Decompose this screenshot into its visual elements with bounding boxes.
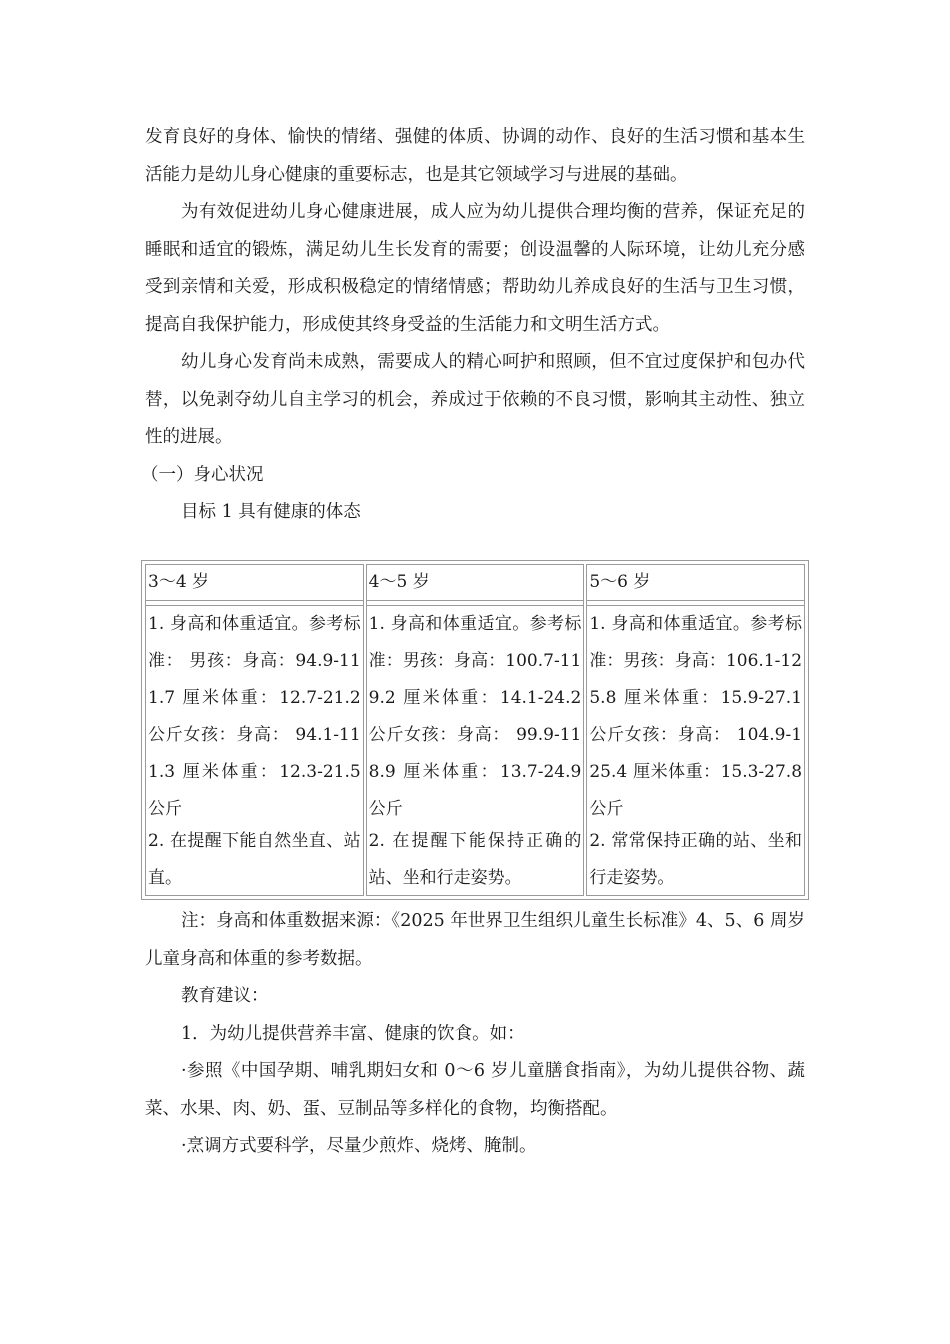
paragraph-3: 幼儿身心发育尚未成熟，需要成人的精心呵护和照顾，但不宜过度保护和包办代替，以免剥夺幼儿自主学习的机会，养成过于依赖的不良习惯，影响其主动性、独立性的进展。 <box>145 352 805 447</box>
table-cell-item2: 2. 在提醒下能保持正确的站、坐和行走姿势。 <box>368 830 582 888</box>
table-column-4-5 <box>366 564 585 896</box>
goal-heading: 目标 1 具有健康的体态 <box>181 502 361 522</box>
table-note: 注：身高和体重数据来源：《2025 年世界卫生组织儿童生长标准》4、5、6 周岁儿童身高和体重的参考数据。 <box>145 911 805 969</box>
goal-table <box>141 560 809 900</box>
paragraph-2: 为有效促进幼儿身心健康进展，成人应为幼儿提供合理均衡的营养，保证充足的睡眠和适宜的锻炼，满足幼儿生长发育的需要；创设温馨的人际环境，让幼儿充分感受到亲情和关爱，形成积极稳定的情绪情感；帮助幼儿养成良好的生活与卫生习惯，提高自我保护能力，形成使其终身受益的生活能力和文明生活方式。 <box>145 202 805 335</box>
column-header: 5～6 岁 <box>587 565 804 601</box>
table-cell-item1: 1. 身高和体重适宜。参考标准：男孩：身高：100.7-119.2 厘米体重：14.1-24.2 公斤女孩：身高： 99.9-118.9 厘米体重：13.7-24.9 公斤 <box>368 614 582 820</box>
advice-heading: 教育建议： <box>181 986 269 1006</box>
advice-bullet-1: ·参照《中国孕期、哺乳期妇女和 0～6 岁儿童膳食指南》，为幼儿提供谷物、蔬菜、水果、肉、奶、蛋、豆制品等多样化的食物，均衡搭配。 <box>145 1061 805 1119</box>
table-cell-item1: 1. 身高和体重适宜。参考标准：男孩：身高：106.1-125.8 厘米体重：15.9-27.1 公斤女孩：身高： 104.9-125.4 厘米体重：15.3-27.8 公斤 <box>589 614 803 820</box>
column-header: 4～5 岁 <box>367 565 584 601</box>
table-cell-item2: 2. 常常保持正确的站、坐和行走姿势。 <box>589 830 803 888</box>
intro-paragraphs <box>141 119 805 532</box>
paragraph-1: 发育良好的身体、愉快的情绪、强健的体质、协调的动作、良好的生活习惯和基本生活能力是幼儿身心健康的重要标志，也是其它领域学习与进展的基础。 <box>145 127 805 185</box>
table-cell-item2: 2. 在提醒下能自然坐直、站直。 <box>148 830 361 888</box>
table-column-3-4 <box>145 564 364 896</box>
after-table-text <box>145 903 805 1166</box>
column-header: 3～4 岁 <box>146 565 363 601</box>
section-heading: （一）身心状况 <box>141 464 264 485</box>
table-cell-item1: 1. 身高和体重适宜。参考标准： 男孩：身高：94.9-111.7 厘米体重：12.7-21.2 公斤女孩：身高： 94.1-111.3 厘米体重：12.3-21.5 公斤 <box>148 614 361 820</box>
table-column-5-6 <box>586 564 805 896</box>
advice-item-1: 1．为幼儿提供营养丰富、健康的饮食。如： <box>181 1023 525 1044</box>
advice-bullet-2: ·烹调方式要科学，尽量少煎炸、烧烤、腌制。 <box>181 1136 537 1156</box>
